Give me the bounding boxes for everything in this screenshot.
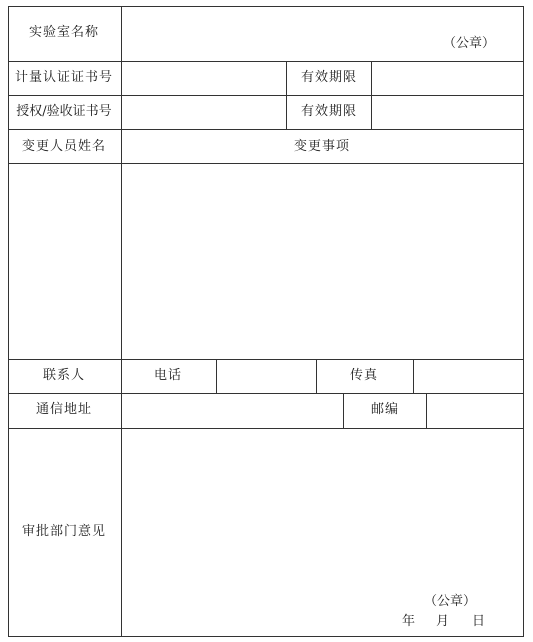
changed-person-label: 变更人员姓名 [21, 139, 107, 154]
change-items-label: 变更事项 [293, 139, 351, 154]
validity-label-2: 有效期限 [300, 104, 358, 119]
border-top [8, 6, 524, 7]
contact-label: 联系人 [42, 368, 86, 383]
date-day: 日 [472, 614, 487, 629]
validity-divider-left [286, 61, 287, 130]
row-divider-2 [8, 95, 524, 96]
postcode-label: 邮编 [370, 402, 400, 417]
contact-divider-2 [316, 359, 317, 394]
lab-name-label: 实验室名称 [28, 25, 100, 40]
contact-divider-3 [413, 359, 414, 394]
fax-label: 传真 [349, 368, 379, 383]
contact-divider-1 [216, 359, 217, 394]
label-column-divider [121, 6, 122, 637]
lab-name-seal: （公章） [443, 36, 496, 51]
row-divider-1 [8, 61, 524, 62]
authorization-cert-label: 授权/验收证书号 [16, 104, 112, 119]
metrology-cert-label: 计量认证证书号 [14, 70, 114, 85]
address-divider-2 [426, 393, 427, 429]
row-divider-4 [8, 163, 524, 164]
row-divider-7 [8, 428, 524, 429]
validity-label-1: 有效期限 [300, 70, 358, 85]
row-divider-3 [8, 129, 524, 130]
phone-label: 电话 [153, 368, 183, 383]
border-bottom [8, 636, 524, 637]
border-right [523, 6, 524, 637]
address-label: 通信地址 [35, 402, 93, 417]
border-left [8, 6, 9, 637]
approval-label: 审批部门意见 [21, 524, 107, 539]
row-divider-5 [8, 359, 524, 360]
date-month: 月 [436, 614, 451, 629]
validity-divider-right [371, 61, 372, 130]
row-divider-6 [8, 393, 524, 394]
address-divider-1 [343, 393, 344, 429]
date-year: 年 [402, 614, 417, 629]
approval-seal: （公章） [424, 594, 477, 609]
